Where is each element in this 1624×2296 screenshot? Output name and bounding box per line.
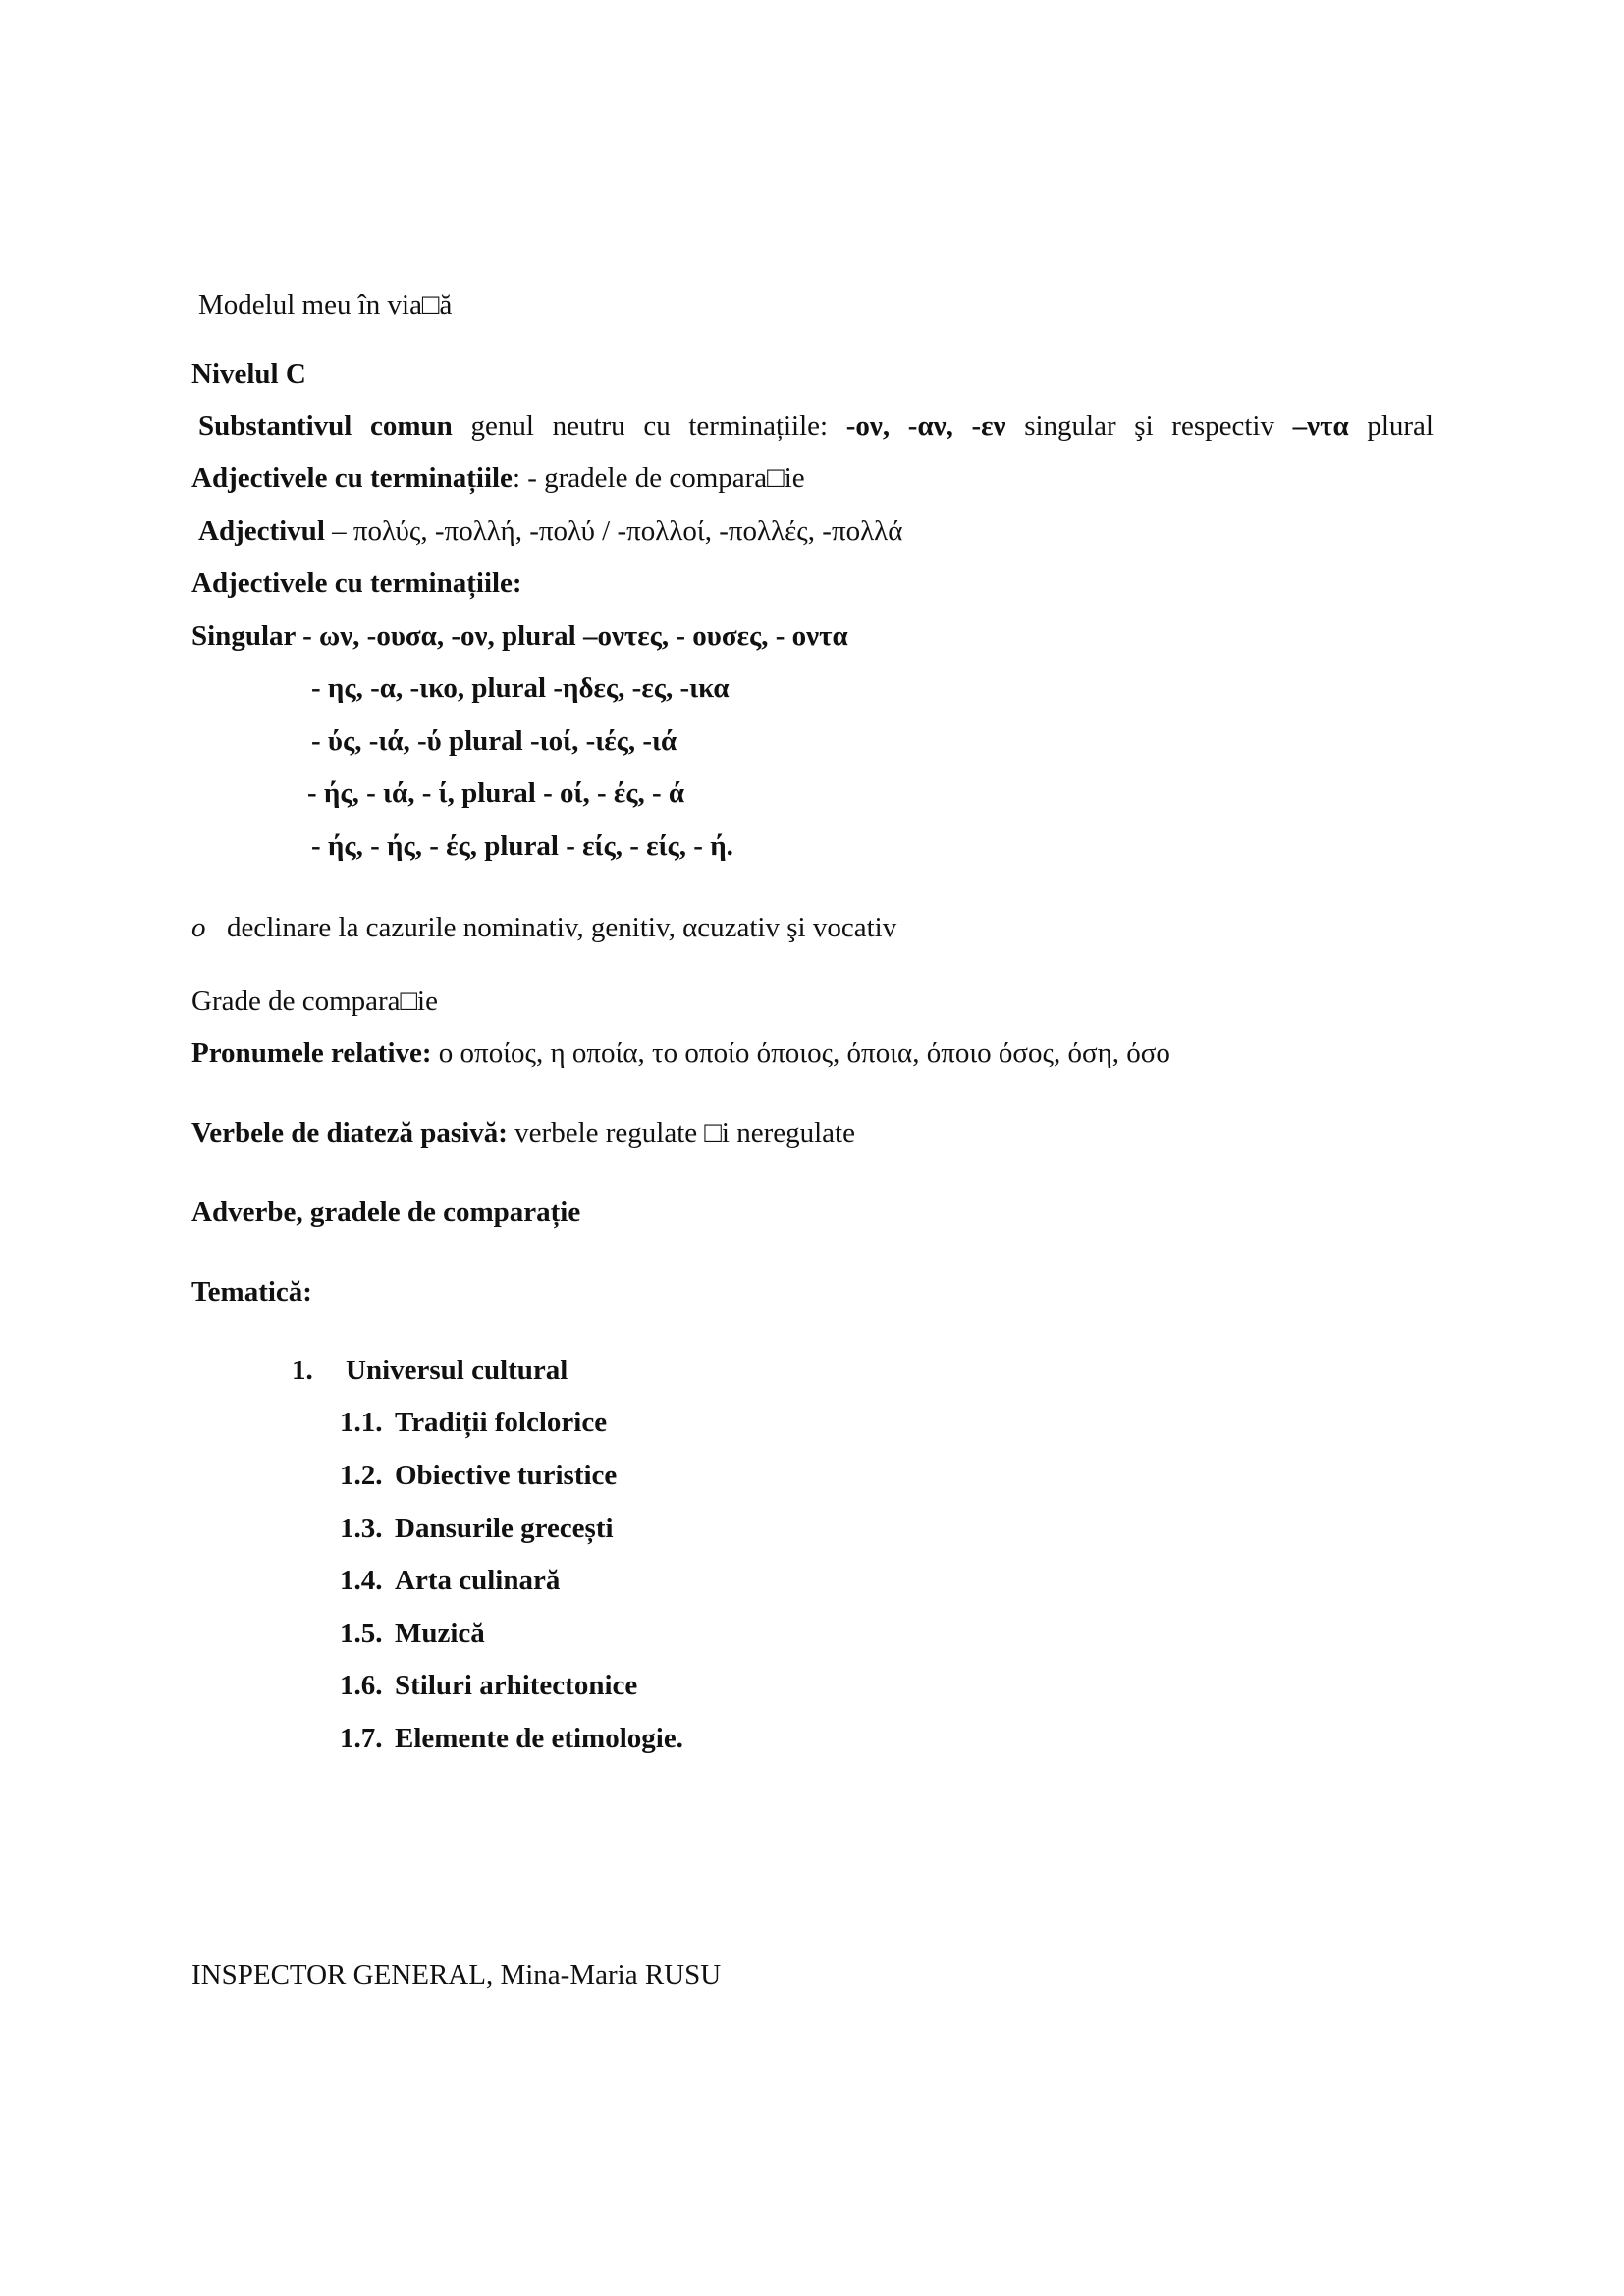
singular-row-text: - ής, - ής, - ές, plural - είς, - είς, - ή. bbox=[311, 830, 733, 862]
substantiv-label: Substantivul comun bbox=[198, 410, 453, 442]
adjective-comp-text: : - gradele de compara□ie bbox=[512, 462, 805, 494]
substantiv-text3: plural bbox=[1348, 410, 1434, 442]
verbe-line bbox=[191, 1115, 855, 1150]
substantiv-endings: -ον, -αν, -εν bbox=[845, 410, 1006, 442]
singular-row-3 bbox=[311, 723, 677, 759]
adjectivul-line bbox=[198, 513, 902, 549]
bullet-marker: o bbox=[191, 912, 206, 943]
subtopic-label: Muzică bbox=[395, 1618, 485, 1649]
document-title: Modelul meu în via□ă bbox=[198, 290, 453, 321]
pronume-text: ο οποίος, η οποία, το οποίο όποιος, όποια, όποιο όσος, όση, όσο bbox=[431, 1038, 1170, 1069]
subtopic-label: Elemente de etimologie. bbox=[395, 1723, 683, 1754]
adjective-comp-line bbox=[191, 460, 805, 496]
grade-heading: Grade de compara□ie bbox=[191, 986, 438, 1017]
adjective-comp-label: Adjectivele cu terminațiile bbox=[191, 462, 513, 494]
adjective-term-heading bbox=[191, 565, 522, 601]
declinare-item bbox=[191, 910, 896, 945]
subtopic-label: Stiluri arhitectonice bbox=[395, 1670, 638, 1701]
subtopic-item bbox=[340, 1721, 683, 1756]
subtopic-item bbox=[340, 1668, 637, 1703]
tematica-heading bbox=[191, 1274, 312, 1309]
singular-row-text: - ής, - ιά, - ί, plural - οί, - ές, - ά bbox=[307, 777, 685, 809]
subtopic-label: Tradiții folclorice bbox=[395, 1407, 608, 1438]
topic-number: 1. bbox=[292, 1355, 313, 1386]
verbe-text: verbele regulate □i neregulate bbox=[507, 1117, 855, 1148]
singular-row-1 bbox=[191, 618, 848, 654]
level-heading bbox=[191, 356, 306, 392]
subtopic-number: 1.4. bbox=[340, 1565, 383, 1596]
adjective-term-label: Adjectivele cu terminațiile: bbox=[191, 567, 522, 599]
subtopic-item bbox=[340, 1458, 617, 1493]
singular-row-text: - ων, -ουσα, -ον, plural –οντες, - ουσες, - οντα bbox=[295, 620, 848, 652]
adverbe-heading bbox=[191, 1195, 580, 1230]
pronume-line bbox=[191, 1036, 1170, 1071]
topic-label: Universul cultural bbox=[346, 1355, 568, 1386]
adverbe-label: Adverbe, gradele de comparație bbox=[191, 1197, 581, 1228]
tematica-label: Tematică: bbox=[191, 1276, 312, 1308]
subtopic-number: 1.5. bbox=[340, 1618, 383, 1649]
subtopic-label: Arta culinară bbox=[395, 1565, 561, 1596]
substantiv-text2: singular şi respectiv bbox=[1005, 410, 1293, 442]
topic-item bbox=[292, 1353, 568, 1388]
substantiv-text1: genul neutru cu terminațiile: bbox=[452, 410, 846, 442]
singular-row-5 bbox=[311, 828, 733, 864]
declinare-text: declinare la cazurile nominativ, genitiv, αcuzativ şi vocativ bbox=[227, 912, 897, 943]
subtopic-number: 1.7. bbox=[340, 1723, 383, 1754]
subtopic-number: 1.6. bbox=[340, 1670, 383, 1701]
subtopic-number: 1.2. bbox=[340, 1460, 383, 1491]
subtopic-item bbox=[340, 1563, 560, 1598]
signature: INSPECTOR GENERAL, Mina-Maria RUSU bbox=[191, 1959, 722, 1991]
singular-row-text: - ύς, -ιά, -ύ plural -ιοί, -ιές, -ιά bbox=[311, 725, 677, 757]
singular-label: Singular bbox=[191, 620, 296, 652]
singular-row-4 bbox=[307, 775, 684, 811]
subtopic-item bbox=[340, 1405, 607, 1440]
subtopic-item bbox=[340, 1616, 485, 1651]
level-label: Nivelul C bbox=[191, 358, 306, 390]
verbe-label: Verbele de diateză pasivă: bbox=[191, 1117, 508, 1148]
singular-row-text: - ης, -α, -ικο, plural -ηδες, -ες, -ικα bbox=[311, 672, 730, 704]
singular-row-2 bbox=[311, 670, 730, 706]
subtopic-number: 1.1. bbox=[340, 1407, 383, 1438]
substantiv-line bbox=[198, 408, 1434, 444]
subtopic-item bbox=[340, 1511, 614, 1546]
subtopic-label: Obiective turistice bbox=[395, 1460, 618, 1491]
adjectivul-label: Adjectivul bbox=[198, 515, 325, 547]
substantiv-plural-ending: –ντα bbox=[1292, 410, 1349, 442]
subtopic-label: Dansurile grecești bbox=[395, 1513, 614, 1544]
adjectivul-text: – πολύς, -πολλή, -πολύ / -πολλοί, -πολλές, -πολλά bbox=[324, 515, 903, 547]
pronume-label: Pronumele relative: bbox=[191, 1038, 432, 1069]
subtopic-number: 1.3. bbox=[340, 1513, 383, 1544]
